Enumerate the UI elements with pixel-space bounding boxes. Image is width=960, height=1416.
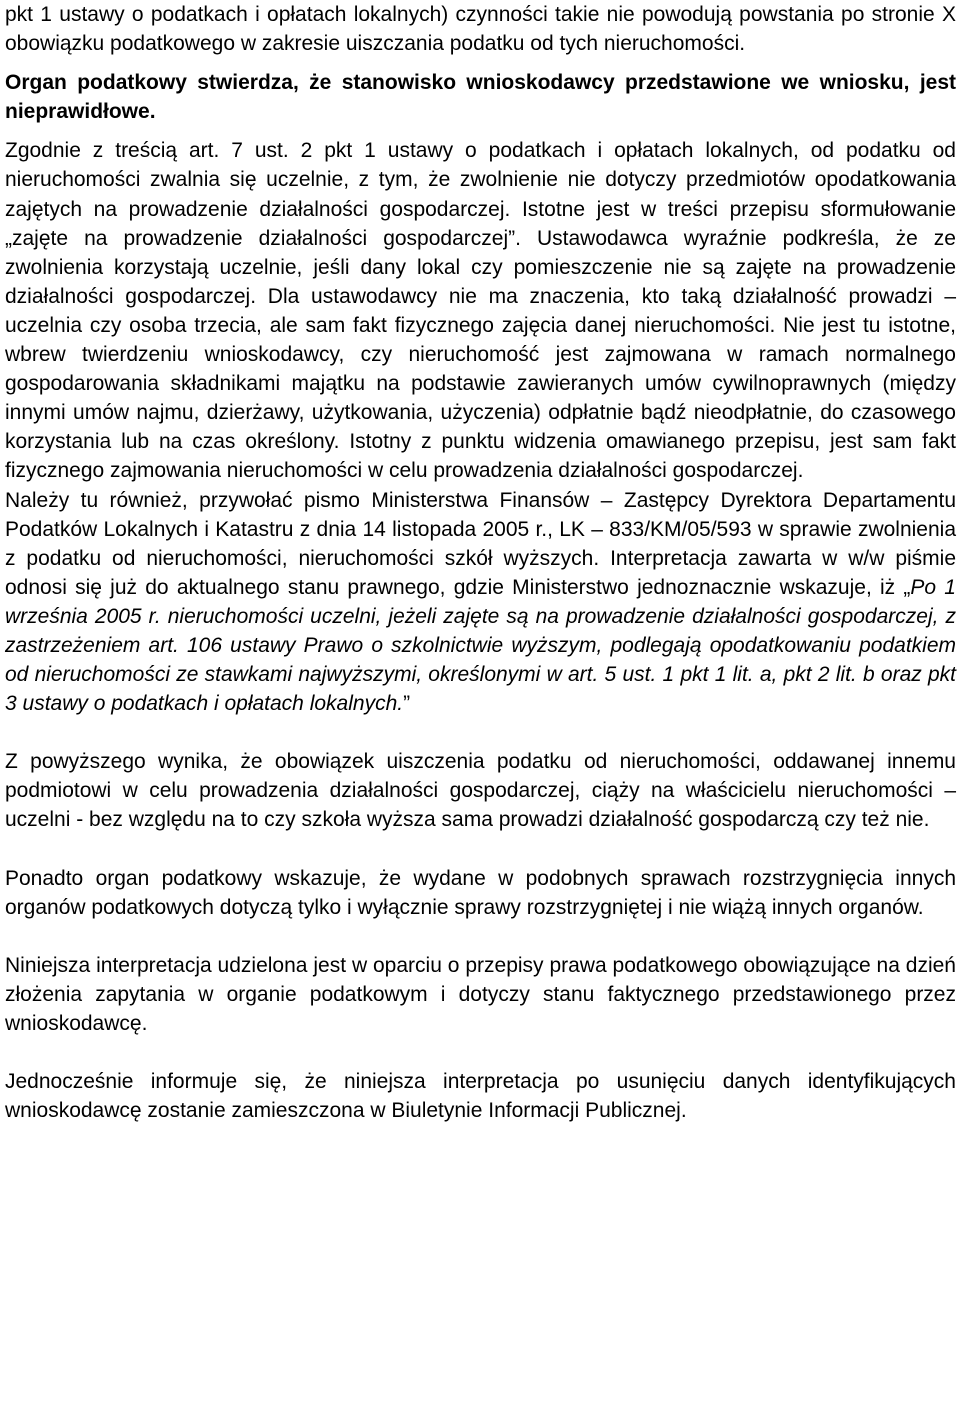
spacer: [5, 835, 956, 864]
paragraph-2-verdict: Organ podatkowy stwierdza, że stanowisko wnioskodawcy przedstawione we wniosku, jest nieprawidłowe.: [5, 71, 956, 124]
paragraph-4-quote: Po 1 września 2005 r. nieruchomości uczelni, jeżeli zajęte są na prowadzenie działalności gospodarczej, z zastrzeżeniem art. 106 ustawy Prawo o szkolnictwie wyższym, podlegają opodatkowaniu podatkiem od nieruchomości ze stawkami najwyższymi, określonymi w art. 5 ust. 1 pkt 1 lit. a, pkt 2 lit. b oraz pkt 3 ustawy o podatkach i opłatach lokalnych.: [5, 575, 956, 716]
paragraph-4-plain: Należy tu również, przywołać pismo Ministerstwa Finansów – Zastępcy Dyrektora Departamentu Podatków Lokalnych i Katastru z dnia 14 listopada 2005 r., LK – 833/KM/05/593 w sprawie zwolnienia z podatku od nieruchomości, nieruchomości szkół wyższych. Interpretacja zawarta w w/w piśmie odnosi się już do aktualnego stanu prawnego, gdzie Ministerstwo jednoznacznie wskazuje, iż „: [5, 488, 956, 599]
paragraph-5: Z powyższego wynika, że obowiązek uiszczenia podatku od nieruchomości, oddawanej innemu podmiotowi w celu prowadzenia działalności gospodarczej, ciąży na właścicielu nieruchomości – uczelni - bez względu na to czy szkoła wyższa sama prowadzi działalność gospodarczą czy też nie.: [5, 750, 956, 832]
paragraph-8: Jednocześnie informuje się, że niniejsza interpretacja po usunięciu danych identyfikujących wnioskodawcę zostanie zamieszczona w Biuletynie Informacji Publicznej.: [5, 1070, 956, 1123]
spacer: [5, 922, 956, 951]
paragraph-7: Niniejsza interpretacja udzielona jest w oparciu o przepisy prawa podatkowego obowiązujące na dzień złożenia zapytania w organie podatkowym i dotyczy stanu faktycznego przedstawionego przez wnioskodawcę.: [5, 953, 956, 1035]
paragraph-6: Ponadto organ podatkowy wskazuje, że wydane w podobnych sprawach rozstrzygnięcia innych organów podatkowych dotyczą tylko i wyłącznie sprawy rozstrzygniętej i nie wiążą innych organów.: [5, 866, 956, 919]
spacer: [5, 1038, 956, 1067]
paragraph-4: [5, 486, 956, 719]
spacer: [5, 718, 956, 747]
spacer: [5, 126, 956, 136]
spacer: [5, 58, 956, 68]
paragraph-3: Zgodnie z treścią art. 7 ust. 2 pkt 1 ustawy o podatkach i opłatach lokalnych, od podatku od nieruchomości zwalnia się uczelnie, z tym, że zwolnienie nie dotyczy przedmiotów opodatkowania zajętych na prowadzenie działalności gospodarczej. Istotne jest w treści przepisu sformułowanie „zajęte na prowadzenie działalności gospodarczej”. Ustawodawca wyraźnie podkreśla, że ze zwolnienia korzystają uczelnie, jeśli dany lokal czy pomieszczenie nie są zajęte na prowadzenie działalności gospodarczej. Dla ustawodawcy nie ma znaczenia, kto taką działalność prowadzi – uczelnia czy osoba trzecia, ale sam fakt fizycznego zajęcia danej nieruchomości. Nie jest tu istotne, wbrew twierdzeniu wnioskodawcy, czy nieruchomość jest zajmowana w ramach normalnego gospodarowania składnikami majątku na podstawie zawieranych umów cywilnoprawnych (między innymi umów najmu, dzierżawy, użytkowania, użyczenia) odpłatnie bądź nieodpłatnie, do czasowego korzystania lub na czas określony. Istotny z punktu widzenia omawianego przepisu, jest sam fakt fizycznego zajmowania nieruchomości w celu prowadzenia działalności gospodarczej.: [5, 139, 956, 483]
paragraph-1: pkt 1 ustawy o podatkach i opłatach lokalnych) czynności takie nie powodują powstania po stronie X obowiązku podatkowego w zakresie uiszczania podatku od tych nieruchomości.: [5, 3, 956, 56]
paragraph-4-close: ”: [403, 692, 411, 716]
